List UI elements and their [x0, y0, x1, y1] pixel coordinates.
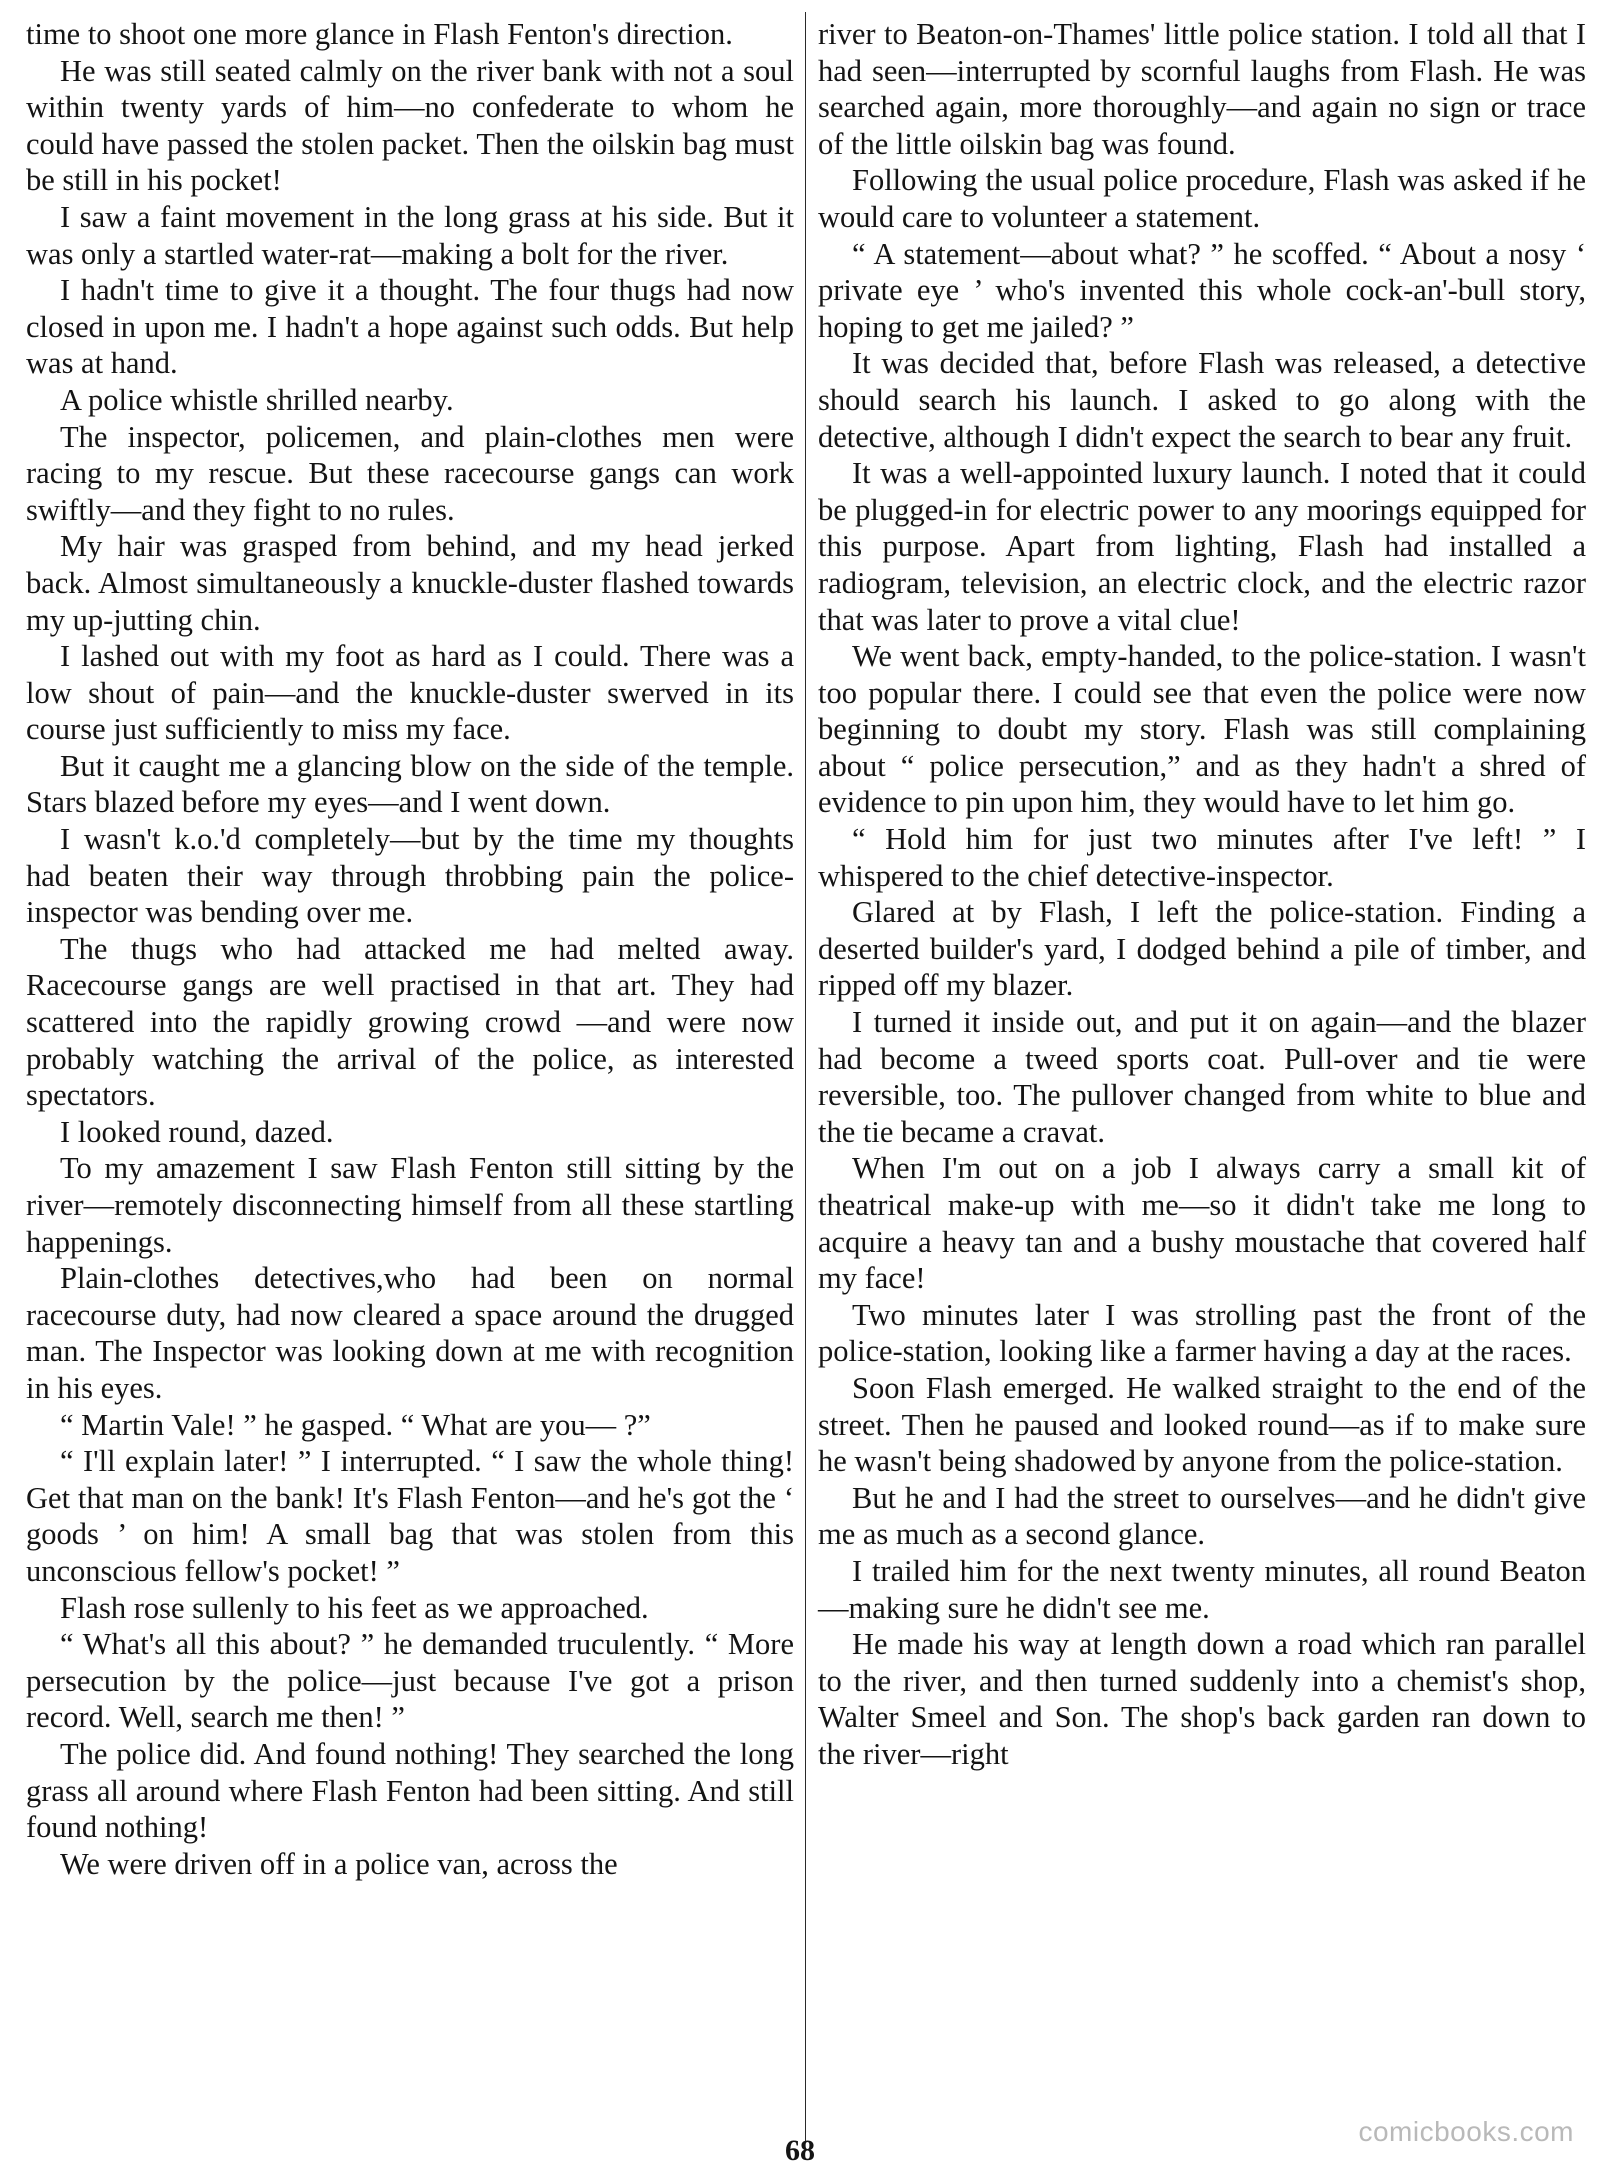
paragraph: river to Beaton-on-Thames' little police station. I told all that I had seen—interrupted by scornful laughs from Flash. He was searched again, more thoroughly—and again no sign or trace of the little oilskin bag was found. [818, 17, 1586, 161]
paragraph: “ Martin Vale! ” he gasped. “ What are you— ?” [60, 1407, 651, 1442]
paragraph: When I'm out on a job I always carry a small kit of theatrical make-up with me—so it didn't take me long to acquire a heavy tan and a bushy moustache that covered half my face! [818, 1151, 1586, 1296]
paragraph: A police whistle shrilled nearby. [60, 382, 454, 417]
paragraph: I trailed him for the next twenty minutes, all round Beaton—making sure he didn't see me. [818, 1553, 1586, 1625]
paragraph: But he and I had the street to ourselves—and he didn't give me as much as a second glance. [818, 1480, 1586, 1552]
paragraph: The police did. And found nothing! They searched the long grass all around where Flash Fenton had been sitting. And still found nothing! [26, 1736, 794, 1845]
paragraph: “ What's all this about? ” he demanded truculently. “ More persecution by the police—just because I've got a prison record. Well, search me then! ” [26, 1627, 794, 1735]
page-number: 68 [785, 2134, 815, 2167]
paragraph: “ A statement—about what? ” he scoffed. “ About a nosy ‘ private eye ’ who's invented this whole cock-an'-bull story, hoping to get me jailed? ” [818, 236, 1586, 344]
paragraph: The inspector, policemen, and plain-clothes men were racing to my rescue. But these racecourse gangs can work swiftly—and they fight to no rules. [26, 419, 794, 527]
paragraph: I wasn't k.o.'d completely—but by the time my thoughts had beaten their way through throbbing pain the police-inspector was bending over me. [26, 822, 794, 930]
paragraph: I looked round, dazed. [60, 1114, 334, 1149]
paragraph: The thugs who had attacked me had melted away. Racecourse gangs are well practised in that art. They had scattered into the rapidly growing crowd —and were now probably watching the arrival of the police, as interested spectators. [26, 931, 794, 1113]
paragraph: I hadn't time to give it a thought. The four thugs had now closed in upon me. I hadn't a hope against such odds. But help was at hand. [26, 273, 794, 381]
column-divider [805, 12, 806, 2142]
watermark: comicbooks.com [1358, 2116, 1574, 2147]
paragraph: Plain-clothes detectives,who had been on normal racecourse duty, had now cleared a space around the drugged man. The Inspector was looking down at me with recognition in his eyes. [26, 1261, 794, 1405]
paragraph: time to shoot one more glance in Flash Fenton's direction. [26, 17, 733, 51]
paragraph: My hair was grasped from behind, and my head jerked back. Almost simultaneously a knuckle-duster flashed towards my up-jutting chin. [26, 529, 794, 637]
paragraph: Following the usual police procedure, Flash was asked if he would care to volunteer a statement. [818, 163, 1586, 234]
paragraph: Two minutes later I was strolling past the front of the police-station, looking like a farmer having a day at the races. [818, 1297, 1586, 1369]
paragraph: To my amazement I saw Flash Fenton still sitting by the river—remotely disconnecting himself from all these startling happenings. [26, 1151, 794, 1259]
paragraph: It was a well-appointed luxury launch. I noted that it could be plugged-in for electric power to any moorings equipped for this purpose. Apart from lighting, Flash had installed a radiogram, television, an electric clock, and the electric razor that was later to prove a vital clue! [818, 456, 1586, 637]
paragraph: “ I'll explain later! ” I interrupted. “ I saw the whole thing! Get that man on the bank! It's Flash Fenton—and he's got the ‘ goods ’ on him! A small bag that was stolen from this unconscious fellow's pocket! ” [26, 1444, 794, 1588]
paragraph: I turned it inside out, and put it on again—and the blazer had become a tweed sports coat. Pull-over and tie were reversible, too. The pullover changed from white to blue and the tie became a cravat. [818, 1005, 1586, 1149]
paragraph: Glared at by Flash, I left the police-station. Finding a deserted builder's yard, I dodged behind a pile of timber, and ripped off my blazer. [818, 895, 1586, 1003]
paragraph: I lashed out with my foot as hard as I could. There was a low shout of pain—and the knuckle-duster swerved in its course just sufficiently to miss my face. [26, 639, 794, 747]
paragraph: It was decided that, before Flash was released, a detective should search his launch. I asked to go along with the detective, although I didn't expect the search to bear any fruit. [818, 346, 1586, 454]
paragraph: Flash rose sullenly to his feet as we approached. [60, 1590, 649, 1625]
right-column [818, 16, 1586, 1773]
paragraph: “ Hold him for just two minutes after I've left! ” I whispered to the chief detective-inspector. [818, 822, 1586, 893]
paragraph: He made his way at length down a road which ran parallel to the river, and then turned suddenly into a chemist's shop, Walter Smeel and Son. The shop's back garden ran down to the river—right [818, 1627, 1586, 1771]
paragraph: But it caught me a glancing blow on the side of the temple. Stars blazed before my eyes—and I went down. [26, 748, 794, 820]
paragraph: Soon Flash emerged. He walked straight to the end of the street. Then he paused and looked round—as if to make sure he wasn't being shadowed by anyone from the police-station. [818, 1370, 1586, 1479]
paragraph: We were driven off in a police van, across the [60, 1846, 618, 1881]
paragraph: We went back, empty-handed, to the police-station. I wasn't too popular there. I could see that even the police were now beginning to doubt my story. Flash was still complaining about “ police persecution,” and as they hadn't a shred of evidence to pin upon him, they would have to let him go. [818, 639, 1586, 820]
paragraph: He was still seated calmly on the river bank with not a soul within twenty yards of him—no confederate to whom he could have passed the stolen packet. Then the oilskin bag must be still in his pocket! [26, 53, 794, 198]
paragraph: I saw a faint movement in the long grass at his side. But it was only a startled water-rat—making a bolt for the river. [26, 199, 794, 271]
left-column [26, 16, 794, 1882]
